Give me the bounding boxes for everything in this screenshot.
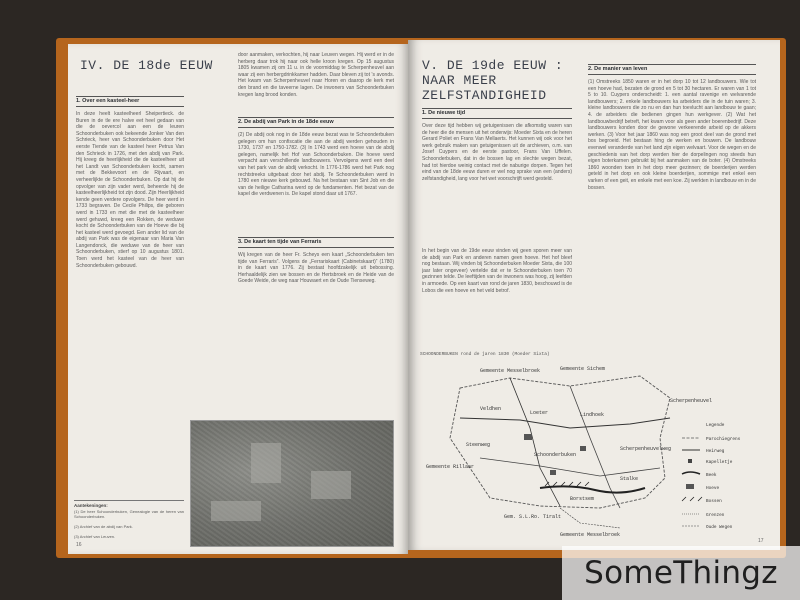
section-heading: 1. De nieuwe tijd bbox=[422, 108, 572, 119]
map-label: Veldhen bbox=[480, 406, 502, 412]
map-legend-title: Legende bbox=[706, 423, 725, 428]
map-label: Gemeente Rillaar bbox=[426, 464, 475, 470]
map-label: Scherpenheuvelweg bbox=[620, 446, 672, 452]
woods-hatching bbox=[545, 482, 589, 486]
footnote: (2) Archief van de abdij van Park. bbox=[74, 524, 133, 529]
footnote: (3) Archief van Leuven. bbox=[74, 534, 116, 539]
right-column-2 bbox=[588, 64, 756, 352]
chapter-title: IV. DE 18de EEUW bbox=[80, 58, 213, 73]
right-column-1 bbox=[422, 108, 572, 353]
map-legend-item: Kapelletje bbox=[706, 460, 733, 465]
map-legend-item: Hoeve bbox=[706, 486, 720, 491]
left-column-1 bbox=[76, 96, 184, 426]
section-intro: door aanmaken, verkochten, hij naar Leuven wegen. Hij werd er in de herberg daar trok hij naar ook helle kroon kregen. Op 15 augustus 1805 kwamen zij om 11 u. in de voormiddag te Scherpenheuvel aan waar zij een herbergdrinkkamer hadden. Daar bleven zij tot 's avonds. Het kwam van Scherpenheuvel naar Horen en daarop de kerk met den brand en die taveerne lagen. De inwoners van Schoonderbuken kregen lang brood konden. bbox=[238, 52, 394, 98]
section-text: Wij kregen van de heer Fr. Scheys een kaart „Schoonderbuken ten tijde van Ferraris“. Volgens de „Ferrariskaart (Cabinetskaart)“ (1780) in de kaart van 1776. Zij bestaat hoofdzakelijk uit bebossing. Herhaaldelijk zien we bossen en de Hertsbroek en de Heide van de Goede Weide, de weg naar Houwaert en de Oude Tienseweg. bbox=[238, 252, 394, 285]
map-label: Gem. S.L.Ro. Tiralt bbox=[504, 514, 562, 520]
map-legend-item: Bossen bbox=[706, 499, 722, 504]
section-text: Over deze tijd hebben wij getuigenissen die afkomstig waren van de heer die de mensen uit het onderwijs: Moeder Sixta en de heren Gerard Poliet en Frans Van Mellaerts. Het kunnen wij ook voor het werk gebruik maken van getuigenissen uit de archieven, o.m. van Josef Cuypers en de eerste pastoor, Frans Van Uffelen. Schoonderbuken, dat in de bossen lag en slechte wegen bezat, had tot hierdoe weinig contact met de naburige dorpen. Tegen het eind van de 18de eeuw duren er wel nog sprake van een (anders) zelfstandigheid, lang voor het wet voorschrijft werd gesteld. bbox=[422, 123, 572, 182]
map-label: Scherpenheuvel bbox=[670, 398, 713, 404]
page-number: 17 bbox=[758, 538, 764, 544]
map-label: Gemeente Messelbroek bbox=[480, 368, 541, 374]
map-label: Lindhoek bbox=[580, 412, 605, 418]
section-heading: 1. Over een kasteel-heer bbox=[76, 96, 184, 107]
page-number: 16 bbox=[76, 542, 82, 548]
map-label: Stalke bbox=[620, 476, 639, 482]
road bbox=[480, 458, 660, 476]
map-legend-item: Parochiegrens bbox=[706, 437, 741, 442]
aerial-photo bbox=[190, 420, 394, 547]
section-heading: 2. De manier van leven bbox=[588, 64, 756, 75]
historical-map bbox=[420, 358, 760, 540]
map-label: Borstsem bbox=[570, 496, 595, 502]
section-heading: 3. De kaart ten tijde van Ferraris bbox=[238, 237, 394, 248]
farm-marker bbox=[580, 446, 586, 451]
left-column-2 bbox=[238, 52, 394, 319]
chapter-title-line: V. DE 19de EEUW : bbox=[422, 58, 564, 73]
left-page bbox=[68, 44, 408, 554]
map-legend-item: Oude Wegen bbox=[706, 525, 733, 530]
right-page bbox=[408, 40, 780, 550]
map-label: Loeter bbox=[530, 410, 549, 416]
road bbox=[460, 418, 670, 428]
section-text: In het begin van de 19de eeuw vinden wij geen sporen meer van de abdij van Park en anderen namen geen hoeve. Het hof bleef nog bestaan. Wij vinden bij Schoonderbuken Moeder Sixta, die 100 jaar later ongeveer) vertelde dat er te Schoonderbuken toen 70 gezinnen telde. De leeftijden van de inwoners was hoog, zij leefden in armoede. Op een kaart van rond de jaren 1830, beschouwd is de Lobos die een hoeve en het veld betrof. bbox=[422, 248, 572, 294]
footnotes-heading: Aantekeningen: bbox=[74, 503, 108, 508]
map-legend-item: Grenzen bbox=[706, 513, 725, 518]
chapter-title-line: ZELFSTANDIGHEID bbox=[422, 88, 547, 103]
map-label: Schoonderbuken bbox=[534, 452, 577, 458]
map-label: Steenweg bbox=[466, 442, 491, 448]
footnote: (1) De heer Schoonderbuken, Genealogie van de heren van Schoonderbuken. bbox=[74, 509, 184, 519]
chapter-title bbox=[422, 58, 563, 103]
map-label: Gemeente Sichem bbox=[560, 366, 606, 372]
section-text: (2) De abdij ook nog in de 18de eeuw bezat was te Schoonderbuken gelegen om hun confiscatie die aan de abdij werden gehouden in 1730, 1737 en 1750-1782. (3) In 1743 werd een hoeve van de abdij gelegen, namelijk het Hof van Schoonderbuken. Die hoeve werd verpacht aan verschillende landbouwers. Vervolgens werd een deel van het park van de abdij verkocht. In 1776-1786 werd het Park nog rechtstreeks uitgebaat door het abdij. Te Schoonderbuken werd in 1780 een nieuwe kerk gebouwd. Na het bestaan van Sint Job en die van de heilige Catharina werd op de fundamenten. Het bezat van de kapel die verdwenen is. De kapel stond daar uit 1767. bbox=[238, 132, 394, 198]
section-text: In deze heelt kasteelheerl Sheipertieck. de Buren in de tle ere halve eet heel gedaan van die de oevercol aan een de leuren Schoonderbuken ook bekeende Jonker Van den Schrieck, heer van Schoonderbuken door Het eerste Tiende van de kasteel heer Petrus Van den Schrieck in 1726, met den abdij van Park. Hij kreeg de heerlijkheid die de kasteelheer uit het Landt van Schoonderbuken kocht, samen met de Bekkevoort en de Rijvaart, en verheerlijkte de Schoonderbuken. Op dat hij de opvolger van zijn vader werd, beheerde hij de kasteelheerlijkheid tot zijn dood. Zijn Heerlijkheid kende geen verdere opvolgers. De heer werd in 1733 begraven. De Cecile Philips, die geboren werd in 1733 en met die met de kasteelheer werd gehuwd, kreeg een Rokken, de weduwe kocht de Schoonderbuken van de Hoeve die bij het kasteel werd gevoegd. Een ander lid van de abdij van Park was de eigenaar van Maria Van Langendonck, die weduwe van de heer van Schoonderbuken, stierf op 10 augustus 1801. Toen werd het kasteel van de heer van Schoonderbuken gebouwd. bbox=[76, 111, 184, 269]
footnotes bbox=[74, 500, 184, 544]
farm-marker bbox=[550, 470, 556, 475]
section-text: (1) Omstreeks 1850 waren er in het dorp 10 tot 12 landbouwers. Wie tot een hoeve had, bezaten de grond en 5 tot 30 hectaren. Er waren van 1 tot 5 to 10. Cuypers onderscheidt: 1. een aantal ravenige en welvarende landbouwers; 2. enkele landbouwers ka arbeiders die in de tuin waren; 3. kleine landbouwers die zo nu en dan hun toevlucht aan landbouw te gaan; 4. de arbeiders die bedienen gingen hun werkgever. (2) Wat het landbouwbedrijf betreft, het kwam voor als geen ander boerenbedrijf. Deze landbouwers konden door de gewone verkeerende arbeid op de akkers werken. (3) Voor het jaar 1860 was nog een groot deel van de grond met bos begroeid. Het bestaan hing de werken en bouwen. De landbouw evenwel veranderde van het land zijn eigen welvaart. Voor de wegen en de geschiedenis van het dorp werden hier de dorpelingen nog steeds hun eigen boterkarnen gebruikt bij het aanmaken van de boter. (4) Omstreeks 1860 woonden toen in het dorp meer gezinnen; de boerderijen werden geteld in het dorp en ook kleine boerderijen, sommige met enkel een varken of een geit, en enkele met een koe. Zij werkten in landbouw en in de bossen. bbox=[588, 79, 756, 191]
map-legend-item: Beek bbox=[706, 473, 717, 478]
stream bbox=[540, 486, 645, 492]
chapter-title-line: NAAR MEER bbox=[422, 73, 497, 88]
section-heading: 2. De abdij van Park in de 18de eeuw bbox=[238, 117, 394, 128]
map-legend-item: Heirweg bbox=[706, 449, 725, 454]
map-label: Gemeente Messelbroek bbox=[560, 532, 621, 538]
watermark: SomeThingz bbox=[562, 546, 800, 600]
old-road bbox=[560, 508, 620, 528]
farm-marker bbox=[524, 434, 532, 440]
map-caption: SCHOONDERBUKEN rond de jaren 1830 (Moeder Sixta) bbox=[420, 352, 550, 357]
